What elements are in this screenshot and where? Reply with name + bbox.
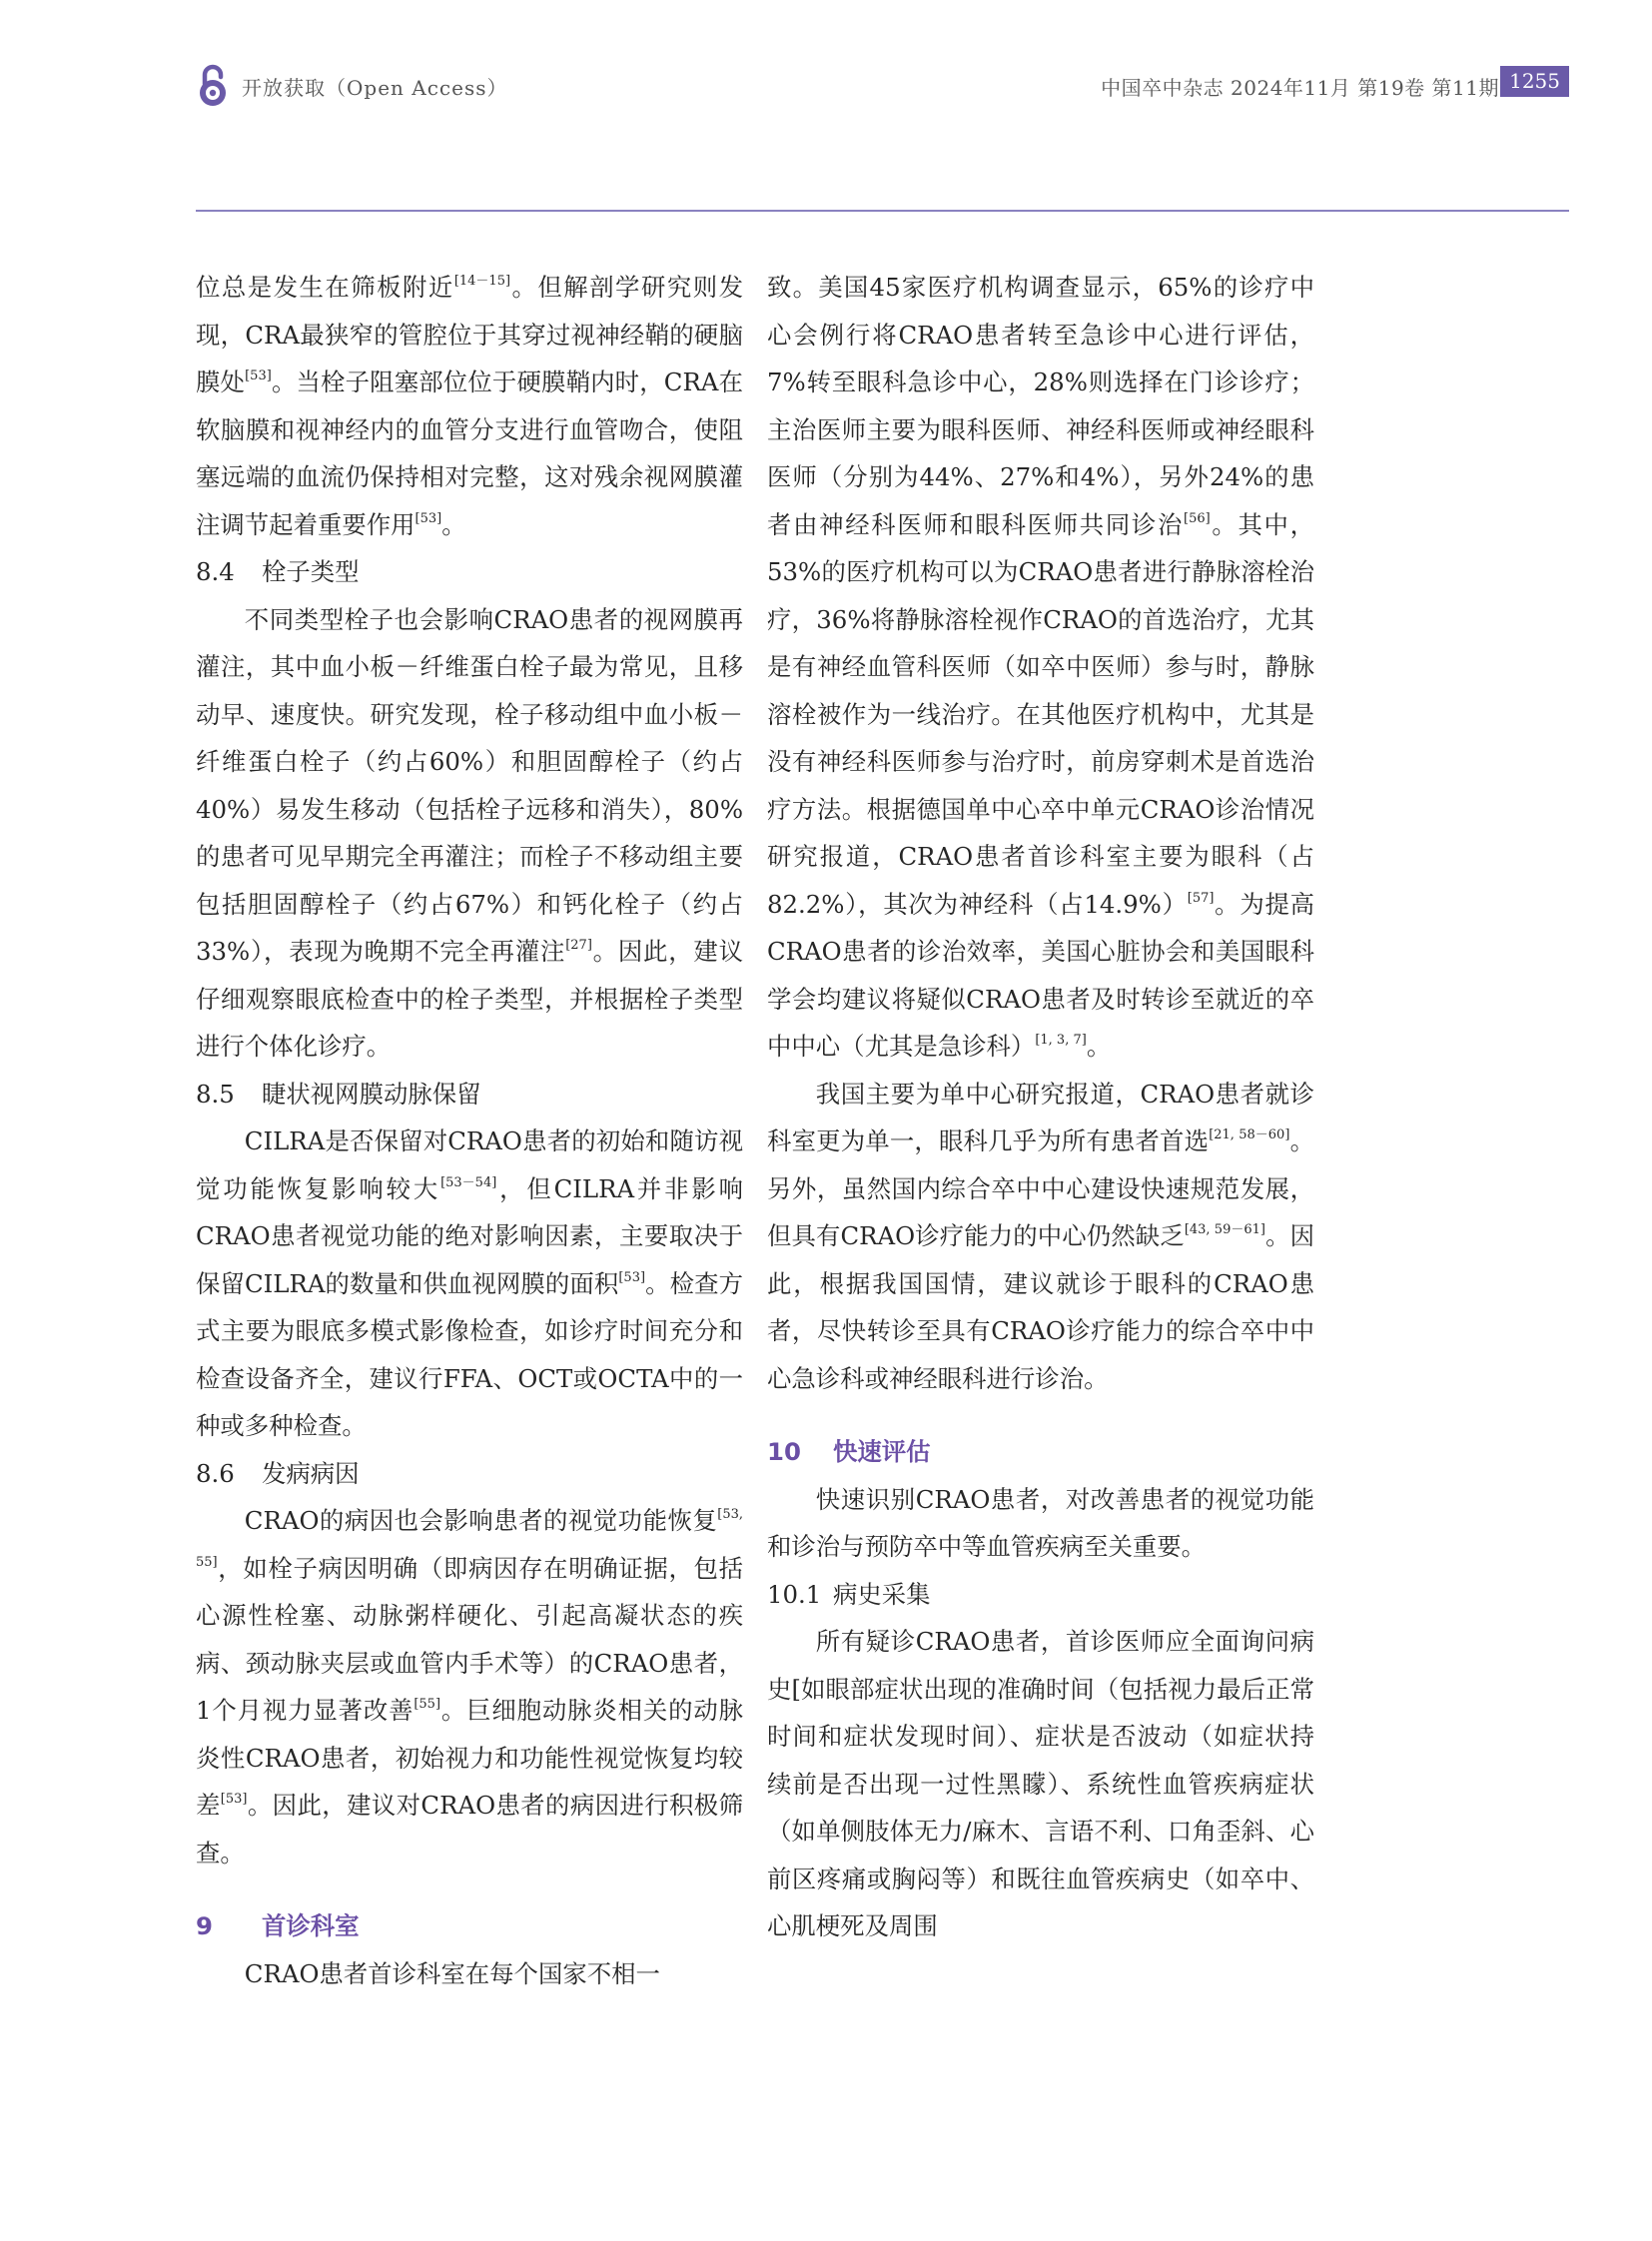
citation: [21, 58－60] xyxy=(1209,1127,1290,1142)
section-heading-8-4: 8.4 栓子类型 xyxy=(196,557,360,586)
section-heading-8-6: 8.6 发病病因 xyxy=(196,1458,360,1488)
section-heading-10-1: 10.1 病史采集 xyxy=(767,1579,931,1609)
citation: [53－54] xyxy=(440,1174,497,1190)
citation: [56] xyxy=(1184,510,1211,526)
header-divider xyxy=(196,210,1569,212)
journal-citation: 中国卒中杂志 2024年11月 第19卷 第11期 xyxy=(1101,76,1499,100)
paragraph: 快速识别CRAO患者，对改善患者的视觉功能和诊治与预防卒中等血管疾病至关重要。 xyxy=(767,1484,1314,1561)
citation: [1, 3, 7] xyxy=(1035,1033,1087,1048)
section-heading-9: 9 首诊科室 xyxy=(196,1911,360,1940)
citation: [27] xyxy=(565,938,592,953)
paragraph: 所有疑诊CRAO患者，首诊医师应全面询问病史[如眼部症状出现的准确时间（包括视力最后正常时间和症状发现时间）、症状是否波动（如症状持续前是否出现一过性黑矇）、系统性血管疾病症状（如单侧肢体无力/麻木、言语不利、口角歪斜、心前区疼痛或胸闷等）和既往血管疾病史（如卒中、心肌梗死及周围 xyxy=(767,1627,1314,1940)
open-access-lock-icon xyxy=(196,64,230,108)
page-number-badge: 1255 xyxy=(1500,66,1569,97)
citation: [53] xyxy=(220,1792,248,1807)
citation: [53] xyxy=(414,510,442,526)
paragraph: 我国主要为单中心研究报道，CRAO患者就诊科室更为单一，眼科几乎为所有患者首选[21, 58－60]。另外，虽然国内综合卒中中心建设快速规范发展，但具有CRAO诊疗能力的中心仍然缺乏[43, 59－61]。因此，根据我国国情，建议就诊于眼科的CRAO患者，尽快转诊至具有CRAO诊疗能力的综合卒中中心急诊科或神经眼科进行诊治。 xyxy=(767,1079,1314,1393)
citation: [14－15] xyxy=(453,274,511,289)
paragraph: CILRA是否保留对CRAO患者的初始和随访视觉功能恢复影响较大[53－54]，但CILRA并非影响CRAO患者视觉功能的绝对影响因素，主要取决于保留CILRA的数量和供血视网膜的面积[53]。检查方式主要为眼底多模式影像检查，如诊疗时间充分和检查设备齐全，建议行FFA、OCT或OCTA中的一种或多种检查。 xyxy=(196,1126,743,1440)
running-header xyxy=(196,64,1569,112)
paragraph: 致。美国45家医疗机构调查显示，65%的诊疗中心会例行将CRAO患者转至急诊中心进行评估，7%转至眼科急诊中心，28%则选择在门诊诊疗；主治医师主要为眼科医师、神经科医师或神经眼科医师（分别为44%、27%和4%），另外24%的患者由神经科医师和眼科医师共同诊治[56]。其中，53%的医疗机构可以为CRAO患者进行静脉溶栓治疗，36%将静脉溶栓视作CRAO的首选治疗，尤其是有神经血管科医师（如卒中医师）参与时，静脉溶栓被作为一线治疗。在其他医疗机构中，尤其是没有神经科医师参与治疗时，前房穿刺术是首选治疗方法。根据德国单中心卒中单元CRAO诊治情况研究报道，CRAO患者首诊科室主要为眼科（占82.2%），其次为神经科（占14.9%）[57]。为提高CRAO患者的诊治效率，美国心脏协会和美国眼科学会均建议将疑似CRAO患者及时转诊至就近的卒中中心（尤其是急诊科）[1, 3, 7]。 xyxy=(767,273,1314,1061)
citation: [53] xyxy=(618,1269,646,1285)
paragraph: CRAO的病因也会影响患者的视觉功能恢复[53, 55]，如栓子病因明确（即病因存在明确证据，包括心源性栓塞、动脉粥样硬化、引起高凝状态的疾病、颈动脉夹层或血管内手术等）的CRAO患者，1个月视力显著改善[55]。巨细胞动脉炎相关的动脉炎性CRAO患者，初始视力和功能性视觉恢复均较差[53]。因此，建议对CRAO患者的病因进行积极筛查。 xyxy=(196,1506,743,1868)
citation: [57] xyxy=(1187,890,1215,906)
section-heading-10: 10 快速评估 xyxy=(767,1437,931,1466)
paragraph: 位总是发生在筛板附近[14－15]。但解剖学研究则发现，CRA最狭窄的管腔位于其穿过视神经鞘的硬脑膜处[53]。当栓子阻塞部位位于硬膜鞘内时，CRA在软脑膜和视神经内的血管分支进行血管吻合，使阻塞远端的血流仍保持相对完整，这对残余视网膜灌注调节起着重要作用[53]。 xyxy=(196,273,743,539)
left-column xyxy=(196,264,743,1997)
paragraph: 不同类型栓子也会影响CRAO患者的视网膜再灌注，其中血小板－纤维蛋白栓子最为常见，且移动早、速度快。研究发现，栓子移动组中血小板－纤维蛋白栓子（约占60%）和胆固醇栓子（约占40%）易发生移动（包括栓子远移和消失），80%的患者可见早期完全再灌注；而栓子不移动组主要包括胆固醇栓子（约占67%）和钙化栓子（约占33%），表现为晚期不完全再灌注[27]。因此，建议仔细观察眼底检查中的栓子类型，并根据栓子类型进行个体化诊疗。 xyxy=(196,604,743,1061)
citation: [55] xyxy=(413,1697,441,1712)
open-access-label: 开放获取（Open Access） xyxy=(242,76,508,100)
right-column xyxy=(767,264,1314,1950)
citation: [43, 59－61] xyxy=(1184,1222,1265,1237)
citation: [53] xyxy=(245,369,272,383)
citation: [53, 55] xyxy=(196,1507,743,1570)
paragraph: CRAO患者首诊科室在每个国家不相一 xyxy=(244,1958,660,1988)
section-heading-8-5: 8.5 睫状视网膜动脉保留 xyxy=(196,1079,481,1109)
